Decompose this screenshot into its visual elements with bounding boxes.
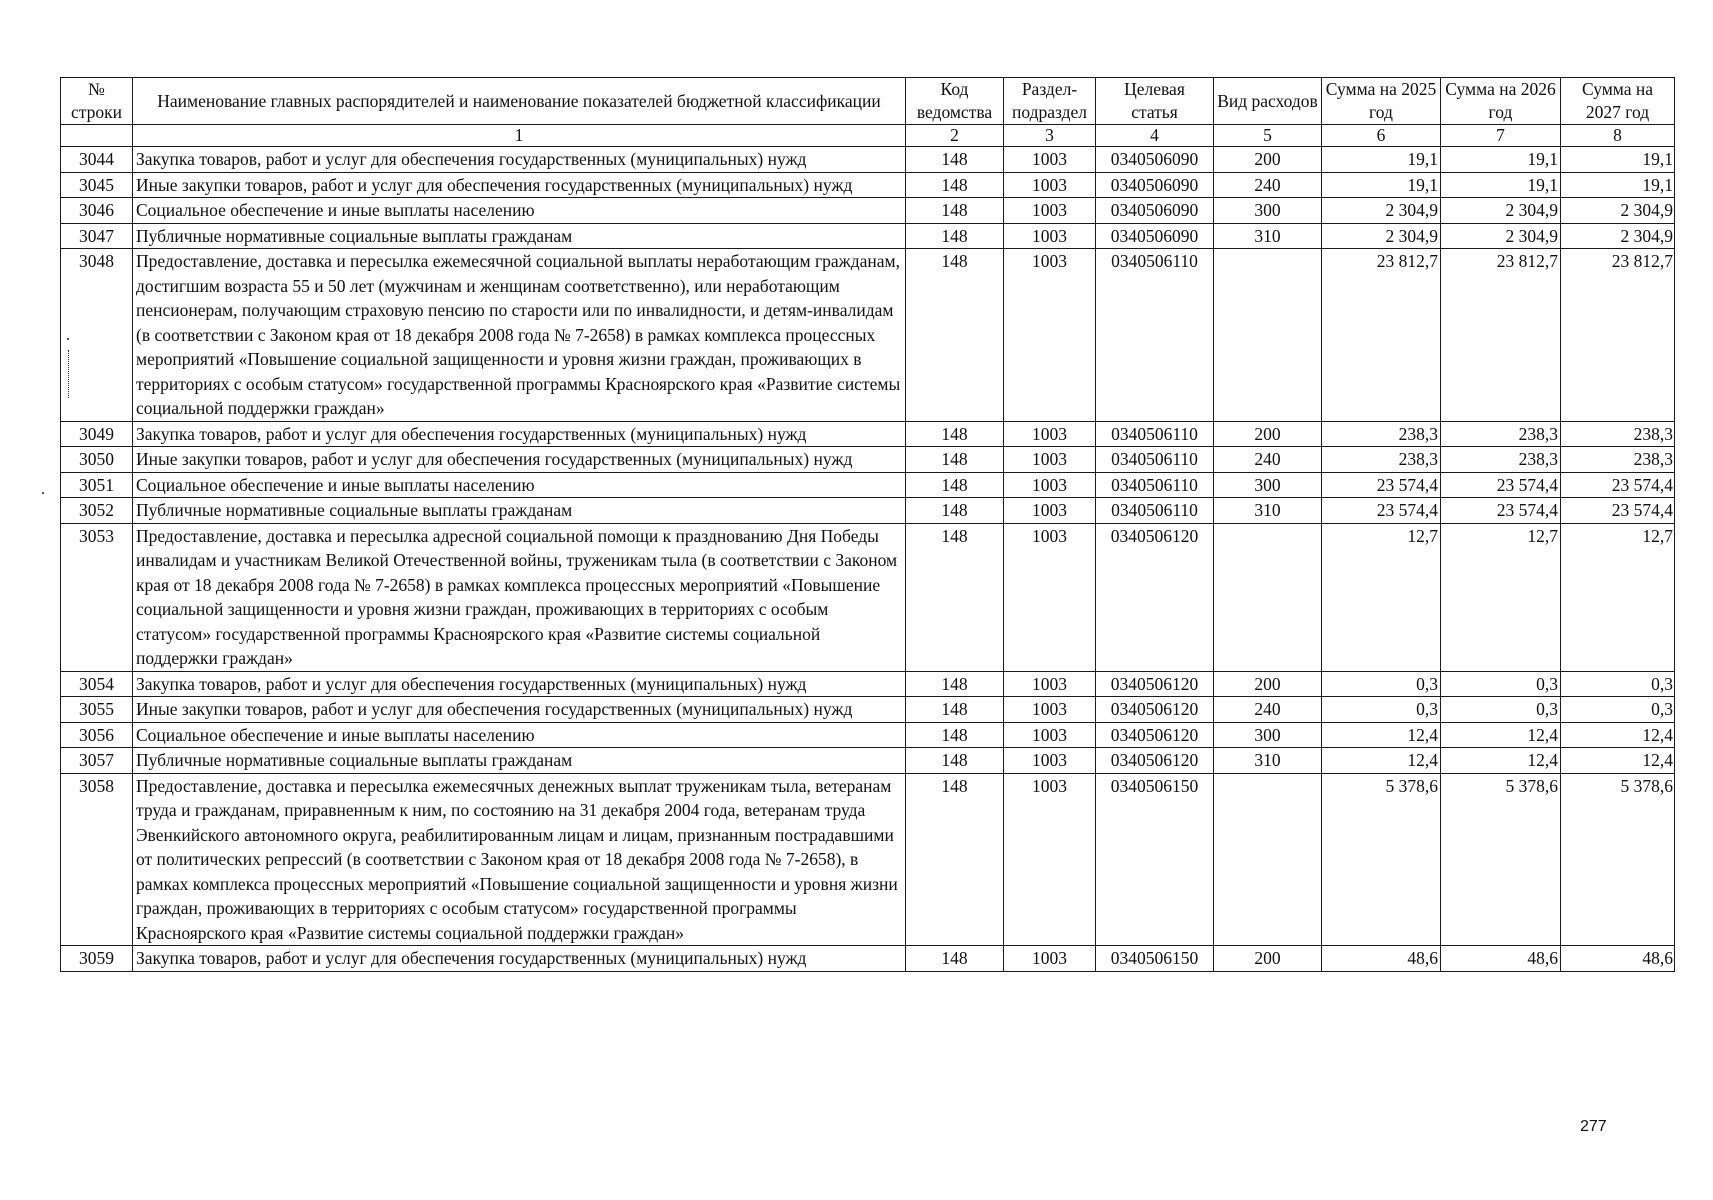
cell-sum-2025: 238,3 (1322, 421, 1441, 447)
cell-sum-2027: 19,1 (1561, 172, 1675, 198)
cell-sum-2027: 19,1 (1561, 147, 1675, 173)
cell-target-item: 0340506120 (1096, 748, 1214, 774)
cell-row-name: Иные закупки товаров, работ и услуг для обеспечения государственных (муниципальных) нужд (133, 172, 906, 198)
cell-section-code: 1003 (1004, 147, 1096, 173)
cell-target-item: 0340506120 (1096, 671, 1214, 697)
cell-sum-2027: 12,7 (1561, 523, 1675, 671)
cell-section-code: 1003 (1004, 946, 1096, 972)
cell-expense-type: 200 (1214, 946, 1322, 972)
cell-section-code: 1003 (1004, 249, 1096, 422)
cell-target-item: 0340506150 (1096, 773, 1214, 946)
cell-row-number: 3053 (61, 523, 133, 671)
column-number: 8 (1561, 125, 1675, 147)
page-number: 277 (1580, 1118, 1607, 1135)
cell-section-code: 1003 (1004, 498, 1096, 524)
header-section: Раздел-подраздел (1004, 78, 1096, 125)
cell-expense-type: 240 (1214, 447, 1322, 473)
column-number-row (61, 125, 1675, 147)
column-number: 6 (1322, 125, 1441, 147)
cell-dept-code: 148 (906, 223, 1004, 249)
cell-row-number: 3056 (61, 722, 133, 748)
table-row (61, 671, 1675, 697)
cell-row-name: Социальное обеспечение и иные выплаты населению (133, 722, 906, 748)
cell-sum-2026: 2 304,9 (1441, 223, 1561, 249)
cell-dept-code: 148 (906, 447, 1004, 473)
cell-expense-type (1214, 249, 1322, 422)
cell-sum-2026: 0,3 (1441, 671, 1561, 697)
cell-dept-code: 148 (906, 523, 1004, 671)
cell-expense-type (1214, 523, 1322, 671)
cell-sum-2026: 48,6 (1441, 946, 1561, 972)
cell-expense-type (1214, 773, 1322, 946)
table-row (61, 223, 1675, 249)
cell-section-code: 1003 (1004, 748, 1096, 774)
cell-target-item: 0340506090 (1096, 198, 1214, 224)
table-header (61, 78, 1675, 147)
cell-sum-2026: 2 304,9 (1441, 198, 1561, 224)
cell-row-number: 3050 (61, 447, 133, 473)
cell-target-item: 0340506150 (1096, 946, 1214, 972)
cell-row-number: 3055 (61, 697, 133, 723)
cell-sum-2026: 238,3 (1441, 421, 1561, 447)
cell-row-number: 3054 (61, 671, 133, 697)
table-row (61, 147, 1675, 173)
cell-sum-2026: 23 574,4 (1441, 472, 1561, 498)
cell-row-name: Социальное обеспечение и иные выплаты населению (133, 472, 906, 498)
budget-table (60, 77, 1675, 972)
cell-row-number: 3048 (61, 249, 133, 422)
cell-dept-code: 148 (906, 147, 1004, 173)
cell-sum-2027: 23 574,4 (1561, 472, 1675, 498)
cell-sum-2026: 0,3 (1441, 697, 1561, 723)
cell-sum-2027: 238,3 (1561, 447, 1675, 473)
cell-sum-2025: 0,3 (1322, 671, 1441, 697)
scan-artifact (67, 338, 69, 340)
table-row (61, 472, 1675, 498)
cell-row-name: Иные закупки товаров, работ и услуг для обеспечения государственных (муниципальных) нужд (133, 447, 906, 473)
cell-target-item: 0340506110 (1096, 447, 1214, 473)
cell-expense-type: 310 (1214, 223, 1322, 249)
cell-row-name: Социальное обеспечение и иные выплаты населению (133, 198, 906, 224)
cell-section-code: 1003 (1004, 421, 1096, 447)
header-sum-2025: Сумма на 2025 год (1322, 78, 1441, 125)
cell-section-code: 1003 (1004, 523, 1096, 671)
cell-sum-2026: 19,1 (1441, 172, 1561, 198)
cell-expense-type: 240 (1214, 172, 1322, 198)
cell-section-code: 1003 (1004, 472, 1096, 498)
table-row (61, 722, 1675, 748)
cell-row-name: Закупка товаров, работ и услуг для обеспечения государственных (муниципальных) нужд (133, 421, 906, 447)
table-body (61, 147, 1675, 972)
cell-sum-2026: 12,4 (1441, 722, 1561, 748)
cell-sum-2025: 12,4 (1322, 748, 1441, 774)
cell-dept-code: 148 (906, 472, 1004, 498)
cell-sum-2026: 12,7 (1441, 523, 1561, 671)
cell-sum-2027: 5 378,6 (1561, 773, 1675, 946)
cell-sum-2025: 2 304,9 (1322, 198, 1441, 224)
header-expense-type: Вид расходов (1214, 78, 1322, 125)
cell-dept-code: 148 (906, 498, 1004, 524)
cell-sum-2026: 23 812,7 (1441, 249, 1561, 422)
cell-expense-type: 300 (1214, 722, 1322, 748)
cell-sum-2025: 238,3 (1322, 447, 1441, 473)
table-row (61, 421, 1675, 447)
table-row (61, 249, 1675, 422)
cell-expense-type: 300 (1214, 472, 1322, 498)
cell-sum-2025: 2 304,9 (1322, 223, 1441, 249)
cell-row-number: 3052 (61, 498, 133, 524)
cell-expense-type: 240 (1214, 697, 1322, 723)
cell-section-code: 1003 (1004, 697, 1096, 723)
column-number: 3 (1004, 125, 1096, 147)
cell-sum-2025: 19,1 (1322, 147, 1441, 173)
column-number: 7 (1441, 125, 1561, 147)
cell-target-item: 0340506110 (1096, 249, 1214, 422)
cell-sum-2027: 2 304,9 (1561, 223, 1675, 249)
cell-sum-2025: 12,4 (1322, 722, 1441, 748)
cell-row-name: Публичные нормативные социальные выплаты гражданам (133, 748, 906, 774)
cell-sum-2027: 23 574,4 (1561, 498, 1675, 524)
cell-sum-2026: 238,3 (1441, 447, 1561, 473)
cell-row-number: 3057 (61, 748, 133, 774)
cell-dept-code: 148 (906, 671, 1004, 697)
header-dept-code: Код ведомства (906, 78, 1004, 125)
cell-sum-2027: 12,4 (1561, 722, 1675, 748)
cell-target-item: 0340506110 (1096, 421, 1214, 447)
cell-sum-2027: 48,6 (1561, 946, 1675, 972)
cell-expense-type: 310 (1214, 748, 1322, 774)
cell-dept-code: 148 (906, 198, 1004, 224)
cell-expense-type: 300 (1214, 198, 1322, 224)
cell-dept-code: 148 (906, 172, 1004, 198)
cell-section-code: 1003 (1004, 447, 1096, 473)
scan-artifact (42, 492, 44, 494)
cell-row-number: 3059 (61, 946, 133, 972)
cell-target-item: 0340506090 (1096, 172, 1214, 198)
cell-sum-2025: 23 574,4 (1322, 472, 1441, 498)
cell-row-name: Иные закупки товаров, работ и услуг для обеспечения государственных (муниципальных) нужд (133, 697, 906, 723)
cell-target-item: 0340506110 (1096, 498, 1214, 524)
cell-expense-type: 200 (1214, 147, 1322, 173)
header-sum-2026: Сумма на 2026 год (1441, 78, 1561, 125)
cell-section-code: 1003 (1004, 172, 1096, 198)
cell-target-item: 0340506120 (1096, 722, 1214, 748)
cell-sum-2025: 23 812,7 (1322, 249, 1441, 422)
cell-target-item: 0340506120 (1096, 523, 1214, 671)
cell-target-item: 0340506090 (1096, 147, 1214, 173)
cell-dept-code: 148 (906, 748, 1004, 774)
column-number (61, 125, 133, 147)
cell-sum-2027: 2 304,9 (1561, 198, 1675, 224)
cell-expense-type: 310 (1214, 498, 1322, 524)
cell-row-number: 3049 (61, 421, 133, 447)
cell-sum-2026: 5 378,6 (1441, 773, 1561, 946)
cell-section-code: 1003 (1004, 671, 1096, 697)
column-number: 2 (906, 125, 1004, 147)
header-sum-2027: Сумма на 2027 год (1561, 78, 1675, 125)
column-number: 5 (1214, 125, 1322, 147)
cell-sum-2025: 5 378,6 (1322, 773, 1441, 946)
cell-section-code: 1003 (1004, 223, 1096, 249)
cell-sum-2025: 23 574,4 (1322, 498, 1441, 524)
cell-sum-2025: 19,1 (1322, 172, 1441, 198)
cell-section-code: 1003 (1004, 773, 1096, 946)
cell-row-number: 3047 (61, 223, 133, 249)
cell-sum-2025: 48,6 (1322, 946, 1441, 972)
header-row-number: № строки (61, 78, 133, 125)
cell-sum-2027: 0,3 (1561, 697, 1675, 723)
table-row (61, 172, 1675, 198)
header-target-item: Целевая статья (1096, 78, 1214, 125)
cell-row-name: Предоставление, доставка и пересылка адресной социальной помощи к празднованию Дня Победы инвалидам и участникам Великой Отечественной войны, труженикам тыла (в соответствии с Законом края от 18 декабря 2008 года № 7-2658) в рамках комплекса процессных мероприятий «Повышение социальной защищенности и уровня жизни граждан, проживающих в территориях с особым статусом» государственной программы Красноярского края «Развитие системы социальной поддержки граждан» (133, 523, 906, 671)
cell-row-name: Публичные нормативные социальные выплаты гражданам (133, 223, 906, 249)
cell-sum-2025: 0,3 (1322, 697, 1441, 723)
cell-row-number: 3046 (61, 198, 133, 224)
cell-sum-2026: 23 574,4 (1441, 498, 1561, 524)
cell-row-number: 3051 (61, 472, 133, 498)
cell-sum-2027: 23 812,7 (1561, 249, 1675, 422)
table-row (61, 773, 1675, 946)
cell-dept-code: 148 (906, 697, 1004, 723)
cell-sum-2027: 12,4 (1561, 748, 1675, 774)
cell-expense-type: 200 (1214, 671, 1322, 697)
cell-row-name: Предоставление, доставка и пересылка ежемесячной социальной выплаты неработающим гражданам, достигшим возраста 55 и 50 лет (мужчинам и женщинам соответственно), или неработающим пенсионерам, получающим страховую пенсию по старости или по инвалидности, и детям-инвалидам (в соответствии с Законом края от 18 декабря 2008 года № 7-2658) в рамках комплекса процессных мероприятий «Повышение социальной защищенности и уровня жизни граждан, проживающих в территориях с особым статусом» государственной программы Красноярского края «Развитие системы социальной поддержки граждан» (133, 249, 906, 422)
cell-row-number: 3044 (61, 147, 133, 173)
table-row (61, 748, 1675, 774)
cell-section-code: 1003 (1004, 198, 1096, 224)
column-number: 1 (133, 125, 906, 147)
table-row (61, 498, 1675, 524)
cell-sum-2026: 12,4 (1441, 748, 1561, 774)
cell-dept-code: 148 (906, 421, 1004, 447)
cell-target-item: 0340506120 (1096, 697, 1214, 723)
cell-row-name: Закупка товаров, работ и услуг для обеспечения государственных (муниципальных) нужд (133, 147, 906, 173)
scan-artifact (68, 350, 71, 398)
cell-row-name: Публичные нормативные социальные выплаты гражданам (133, 498, 906, 524)
cell-dept-code: 148 (906, 773, 1004, 946)
table-row (61, 447, 1675, 473)
cell-row-name: Предоставление, доставка и пересылка ежемесячных денежных выплат труженикам тыла, ветеранам труда и гражданам, приравненным к ним, по состоянию на 31 декабря 2004 года, ветеранам труда Эвенкийского автономного округа, реабилитированным лицам и лицам, признанным пострадавшими от политических репрессий (в соответствии с Законом края от 18 декабря 2008 года № 7-2658), в рамках комплекса процессных мероприятий «Повышение социальной защищенности и уровня жизни граждан, проживающих в территориях с особым статусом» государственной программы Красноярского края «Развитие системы социальной поддержки граждан» (133, 773, 906, 946)
column-number: 4 (1096, 125, 1214, 147)
cell-sum-2027: 238,3 (1561, 421, 1675, 447)
table-row (61, 198, 1675, 224)
cell-sum-2027: 0,3 (1561, 671, 1675, 697)
cell-row-number: 3045 (61, 172, 133, 198)
cell-row-name: Закупка товаров, работ и услуг для обеспечения государственных (муниципальных) нужд (133, 946, 906, 972)
cell-target-item: 0340506110 (1096, 472, 1214, 498)
cell-dept-code: 148 (906, 722, 1004, 748)
cell-dept-code: 148 (906, 946, 1004, 972)
table-row (61, 523, 1675, 671)
cell-section-code: 1003 (1004, 722, 1096, 748)
header-name: Наименование главных распорядителей и наименование показателей бюджетной классификации (133, 78, 906, 125)
table-row (61, 946, 1675, 972)
budget-table-container (60, 77, 1675, 972)
cell-dept-code: 148 (906, 249, 1004, 422)
cell-sum-2025: 12,7 (1322, 523, 1441, 671)
cell-target-item: 0340506090 (1096, 223, 1214, 249)
cell-sum-2026: 19,1 (1441, 147, 1561, 173)
table-row (61, 697, 1675, 723)
cell-expense-type: 200 (1214, 421, 1322, 447)
cell-row-number: 3058 (61, 773, 133, 946)
cell-row-name: Закупка товаров, работ и услуг для обеспечения государственных (муниципальных) нужд (133, 671, 906, 697)
